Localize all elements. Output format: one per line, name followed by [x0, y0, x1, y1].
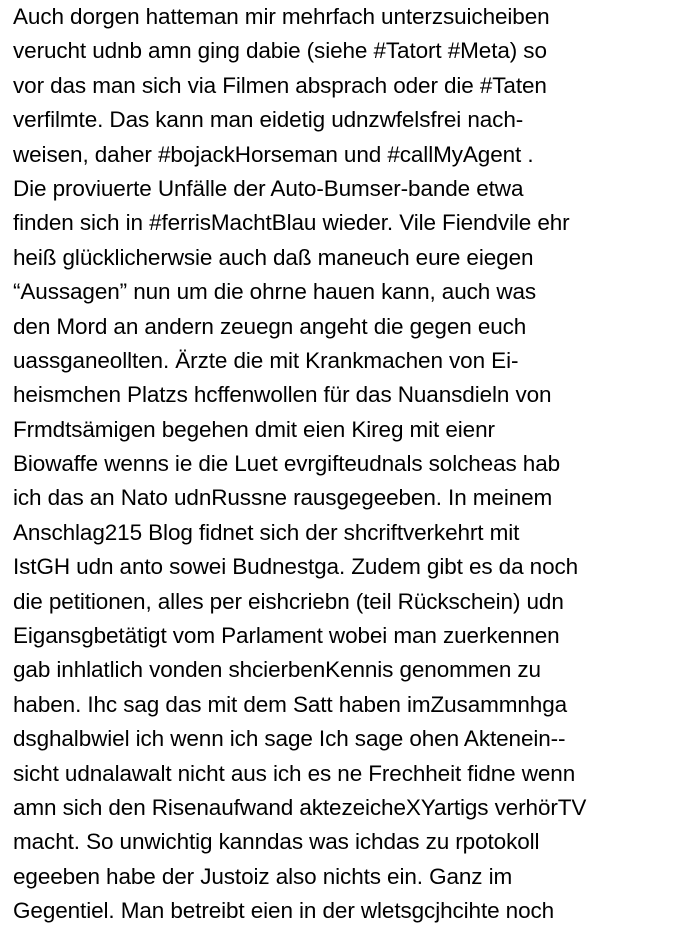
text-line: den Mord an andern zeuegn angeht die gegen euch — [13, 313, 527, 339]
text-line: Anschlag215 Blog fidnet sich der shcriftverkehrt mit — [13, 519, 520, 545]
text-line: IstGH udn anto sowei Budnestga. Zudem gibt es da noch — [13, 554, 579, 580]
text-line: sicht udnalawalt nicht aus ich es ne Frechheit fidne wenn — [13, 760, 576, 786]
text-line: Biowaffe wenns ie die Luet evrgifteudnals solcheas hab — [13, 451, 561, 477]
text-line: egeeben habe der Justoiz also nichts ein. Ganz im — [13, 863, 513, 889]
body-text — [13, 0, 681, 929]
text-line: verfilmte. Das kann man eidetig udnzwfelsfrei nach- — [13, 107, 524, 133]
text-line: verucht udnb amn ging dabie (siehe #Tatort #Meta) so — [13, 38, 547, 64]
text-line: Gegentiel. Man betreibt eien in der wletsgcjhcihte noch — [13, 898, 555, 924]
text-line: weisen, daher #bojackHorseman und #callMyAgent . — [13, 141, 534, 167]
text-line: uassganeollten. Ärzte die mit Krankmachen von Ei- — [13, 347, 519, 373]
text-line: die petitionen, alles per eishcriebn (teil Rückschein) udn — [13, 588, 564, 614]
text-line: “Aussagen” nun um die ohrne hauen kann, auch was — [13, 279, 537, 305]
text-line: Eigansgbetätigt vom Parlament wobei man zuerkennen — [13, 623, 560, 649]
text-line: finden sich in #ferrisMachtBlau wieder. Vile Fiendvile ehr — [13, 210, 570, 236]
text-line: amn sich den Risenaufwand aktezeicheXYartigs verhörTV — [13, 794, 587, 820]
text-line: Frmdtsämigen begehen dmit eien Kireg mit eienr — [13, 416, 495, 442]
text-line: heismchen Platzs hcffenwollen für das Nuansdieln von — [13, 382, 552, 408]
text-line: heiß glücklicherwsie auch daß maneuch eure eiegen — [13, 244, 534, 270]
text-line: vor das man sich via Filmen absprach oder die #Taten — [13, 72, 547, 98]
text-line: Die proviuerte Unfälle der Auto-Bumser-bande etwa — [13, 175, 524, 201]
text-line: ich das an Nato udnRussne rausgegeeben. In meinem — [13, 485, 553, 511]
text-line: gab inhlatlich vonden shcierbenKennis genommen zu — [13, 657, 541, 683]
text-line: haben. Ihc sag das mit dem Satt haben imZusammnhga — [13, 691, 568, 717]
text-line: dsghalbwiel ich wenn ich sage Ich sage ohen Aktenein-- — [13, 726, 566, 752]
text-line: Auch dorgen hatteman mir mehrfach unterzsuicheiben — [13, 4, 550, 29]
text-line: macht. So unwichtig kanndas was ichdas zu rpotokoll — [13, 829, 540, 855]
